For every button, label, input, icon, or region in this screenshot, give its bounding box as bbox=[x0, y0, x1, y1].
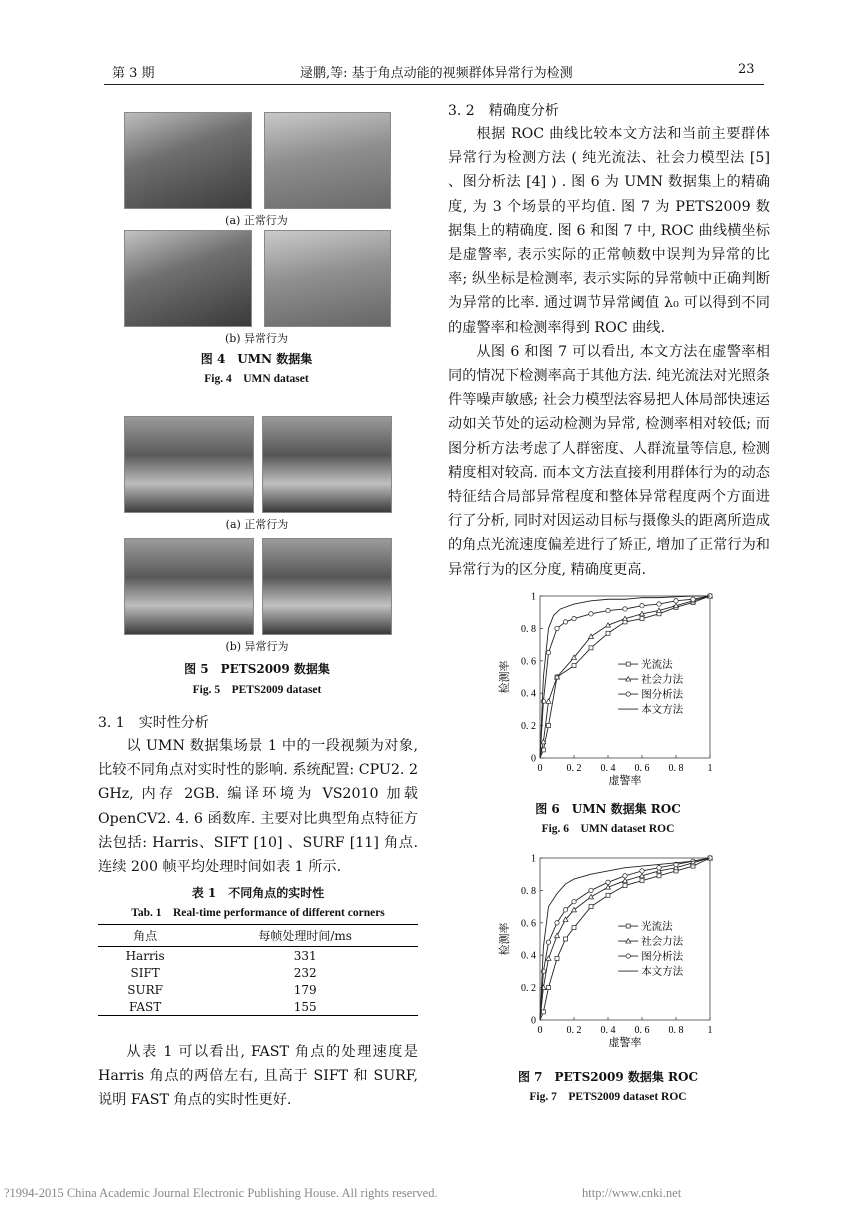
y-tick-label: 0. 2 bbox=[521, 983, 536, 995]
data-point-square bbox=[572, 926, 576, 930]
table-cell: 232 bbox=[293, 965, 317, 980]
fig5-sub-b: (b) 异常行为 bbox=[225, 640, 289, 653]
x-tick-label: 0. 4 bbox=[600, 763, 616, 774]
y-tick-label: 0. 4 bbox=[521, 950, 536, 962]
data-point-circle bbox=[623, 607, 627, 611]
section-3-1-conclusion bbox=[98, 1040, 418, 1113]
x-tick-label: 0. 8 bbox=[668, 763, 684, 774]
table-cell: 331 bbox=[293, 948, 317, 963]
x-tick-label: 0. 2 bbox=[566, 1025, 582, 1036]
legend-label: 本文方法 bbox=[641, 704, 684, 716]
data-point-circle bbox=[623, 874, 627, 878]
data-point-square bbox=[589, 905, 593, 909]
data-point-circle bbox=[606, 608, 610, 612]
table-cell: Harris bbox=[125, 948, 165, 963]
footer-url: http://www.cnki.net bbox=[582, 1186, 682, 1200]
data-point-triangle bbox=[555, 933, 560, 938]
data-point-square bbox=[589, 646, 593, 650]
pets-normal-photo-2 bbox=[262, 416, 392, 513]
header-rule bbox=[104, 84, 764, 85]
table1-caption-cn: 表 1 不同角点的实时性 bbox=[191, 886, 325, 900]
fig7-caption-en: Fig. 7 PETS2009 dataset ROC bbox=[529, 1091, 687, 1103]
y-tick-label: 0. 4 bbox=[521, 688, 536, 700]
fig5-caption-cn: 图 5 PETS2009 数据集 bbox=[184, 662, 330, 676]
data-point-circle bbox=[546, 651, 550, 655]
section-3-1-para-2: 从表 1 可以看出, FAST 角点的处理速度是 Harris 角点的两倍左右, 且高于 SIFT 和 SURF, 说明 FAST 角点的实时性更好. bbox=[98, 1044, 418, 1109]
pets-abnormal-photo-2 bbox=[262, 538, 392, 635]
data-point-triangle bbox=[589, 634, 594, 639]
data-point-circle bbox=[541, 699, 545, 703]
table-row bbox=[98, 947, 418, 965]
data-point-circle bbox=[555, 921, 559, 925]
copyright-notice: ?1994-2015 China Academic Journal Electronic Publishing House. All rights reserved. bbox=[4, 1186, 438, 1200]
data-point-circle bbox=[674, 599, 678, 603]
data-point-square bbox=[640, 617, 644, 621]
data-point-triangle bbox=[589, 894, 594, 899]
section-3-2-body bbox=[448, 122, 770, 582]
fig4-sub-a: (a) 正常行为 bbox=[225, 214, 288, 227]
legend-label: 社会力法 bbox=[641, 674, 684, 686]
data-point-triangle bbox=[546, 699, 551, 704]
data-point-square bbox=[547, 986, 551, 990]
fig6-caption-en: Fig. 6 UMN dataset ROC bbox=[541, 823, 675, 835]
table-cell: SURF bbox=[127, 982, 163, 997]
y-axis-label: 检测率 bbox=[499, 922, 511, 956]
fig7-caption-cn: 图 7 PETS2009 数据集 ROC bbox=[517, 1070, 699, 1084]
fig5-caption-en: Fig. 5 PETS2009 dataset bbox=[192, 684, 322, 696]
data-point-circle bbox=[640, 604, 644, 608]
legend-marker-square bbox=[626, 924, 630, 928]
legend-marker-square bbox=[626, 662, 630, 666]
legend-label: 社会力法 bbox=[641, 936, 684, 948]
x-tick-label: 0. 2 bbox=[566, 763, 582, 774]
data-point-circle bbox=[640, 869, 644, 873]
x-tick-label: 0. 4 bbox=[600, 1025, 616, 1036]
table1-caption-en: Tab. 1 Real-time performance of different corners bbox=[131, 907, 385, 919]
data-point-square bbox=[657, 874, 661, 878]
data-point-square bbox=[623, 884, 627, 888]
data-point-triangle bbox=[546, 956, 551, 961]
data-point-square bbox=[547, 724, 551, 728]
table-cell: FAST bbox=[129, 999, 162, 1014]
pets-normal-photo-1 bbox=[124, 416, 254, 513]
umn-plaza-abnormal-photo bbox=[264, 230, 391, 327]
y-tick-label: 0. 6 bbox=[521, 918, 536, 930]
fig4-caption-cn: 图 4 UMN 数据集 bbox=[200, 352, 313, 366]
data-point-square bbox=[606, 893, 610, 897]
x-tick-label: 1 bbox=[707, 763, 713, 774]
page-number: 23 bbox=[738, 62, 755, 77]
data-point-circle bbox=[589, 888, 593, 892]
umn-field-normal-photo bbox=[124, 112, 252, 209]
y-tick-label: 0. 8 bbox=[521, 623, 536, 635]
data-point-circle bbox=[691, 597, 695, 601]
table1-header-time: 每帧处理时间/ms bbox=[258, 929, 352, 943]
table-cell: SIFT bbox=[130, 965, 160, 980]
fig6-roc-chart bbox=[496, 590, 736, 800]
legend-label: 图分析法 bbox=[641, 689, 684, 701]
data-point-circle bbox=[589, 612, 593, 616]
y-tick-label: 0. 6 bbox=[521, 656, 536, 668]
data-point-square bbox=[555, 956, 559, 960]
fig5-sub-a: (a) 正常行为 bbox=[225, 518, 289, 531]
section-3-1-para-1: 以 UMN 数据集场景 1 中的一段视频为对象, 比较不同角点对实时性的影响. 系统配置: CPU2. 2 GHz, 内存 2GB. 编译环境为 VS2010 加载 OpenCV2. 4. 6 函数库. 主要对比典型角点特征方法包括: Harris、SIFT [10] 、SURF [11] 角点. 连续 200 帧平均处理时间如表 1 所示. bbox=[98, 738, 418, 876]
data-point-circle bbox=[657, 866, 661, 870]
section-3-1-body bbox=[98, 734, 418, 879]
data-point-square bbox=[564, 937, 568, 941]
table-row bbox=[98, 964, 418, 981]
fig7-roc-chart bbox=[496, 852, 736, 1062]
y-tick-label: 0 bbox=[531, 1015, 536, 1027]
fig4-sub-b: (b) 异常行为 bbox=[224, 332, 289, 345]
fig6-caption-cn: 图 6 UMN 数据集 ROC bbox=[535, 802, 681, 816]
legend-label: 光流法 bbox=[641, 659, 673, 671]
data-point-circle bbox=[563, 620, 567, 624]
x-tick-label: 0 bbox=[537, 1025, 543, 1036]
umn-plaza-normal-photo bbox=[264, 112, 391, 209]
x-tick-label: 1 bbox=[707, 1025, 713, 1036]
y-tick-label: 1 bbox=[531, 591, 536, 603]
table-row bbox=[98, 998, 418, 1016]
section-3-2-heading: 3. 2 精确度分析 bbox=[448, 103, 559, 119]
section-3-2-para-2: 从图 6 和图 7 可以看出, 本文方法在虚警率相同的情况下检测率高于其他方法. 纯光流法对光照条件等噪声敏感; 社会力模型法容易把人体局部快速运动如关节处的运动检测为异常, 检测率相对较低; 而图分析方法考虑了人群密度、人群流量等信息, 检测精度相对较高. 而本文方法直接利用群体行为的动态特征结合局部异常程度和整体异常程度两个方面进行了分析, 同时对因运动目标与摄像头的距离所造成的角点光流速度偏差进行了矫正, 增加了正常行为和异常行为的区分度, 精确度更高. bbox=[448, 343, 770, 578]
table-cell: 155 bbox=[293, 999, 317, 1014]
table1-header-corner: 角点 bbox=[133, 929, 158, 943]
x-tick-label: 0. 8 bbox=[668, 1025, 684, 1036]
y-tick-label: 0. 8 bbox=[521, 885, 536, 897]
table-row bbox=[98, 981, 418, 998]
x-axis-label: 虚警率 bbox=[608, 775, 642, 787]
x-tick-label: 0. 6 bbox=[634, 1025, 650, 1036]
umn-field-abnormal-photo bbox=[124, 230, 252, 327]
data-point-circle bbox=[555, 626, 559, 630]
y-tick-label: 0. 2 bbox=[521, 721, 536, 733]
data-point-square bbox=[572, 664, 576, 668]
running-title: 逯鹏,等: 基于角点动能的视频群体异常行为检测 bbox=[300, 66, 573, 81]
x-tick-label: 0 bbox=[537, 763, 543, 774]
data-point-square bbox=[606, 631, 610, 635]
data-point-square bbox=[640, 879, 644, 883]
data-point-square bbox=[541, 1010, 545, 1014]
fig4-caption-en: Fig. 4 UMN dataset bbox=[204, 373, 309, 385]
table-cell: 179 bbox=[293, 982, 317, 997]
x-tick-label: 0. 6 bbox=[634, 763, 650, 774]
table1 bbox=[98, 924, 418, 1016]
journal-issue: 第 3 期 bbox=[112, 66, 155, 81]
legend-label: 光流法 bbox=[641, 921, 673, 933]
data-point-circle bbox=[572, 616, 576, 620]
y-tick-label: 1 bbox=[531, 853, 536, 865]
data-point-circle bbox=[563, 908, 567, 912]
legend-label: 本文方法 bbox=[641, 966, 684, 978]
pets-abnormal-photo-1 bbox=[124, 538, 254, 635]
section-3-1-heading: 3. 1 实时性分析 bbox=[98, 715, 209, 731]
x-axis-label: 虚警率 bbox=[608, 1037, 642, 1049]
legend-marker-circle bbox=[626, 692, 630, 696]
data-point-circle bbox=[572, 900, 576, 904]
data-point-circle bbox=[546, 940, 550, 944]
y-tick-label: 0 bbox=[531, 753, 536, 765]
legend-marker-circle bbox=[626, 954, 630, 958]
data-point-circle bbox=[606, 880, 610, 884]
legend-label: 图分析法 bbox=[641, 951, 684, 963]
y-axis-label: 检测率 bbox=[499, 660, 511, 694]
section-3-2-para-1: 根据 ROC 曲线比较本文方法和当前主要群体异常行为检测方法 ( 纯光流法、社会力模型法 [5] 、图分析法 [4] ) . 图 6 为 UMN 数据集上的精确度, 为 3 个场景的平均值. 图 7 为 PETS2009 数据集上的精确度. 图 6 和图 7 中, ROC 曲线横坐标是虚警率, 表示实际的正常帧数中误判为异常的比率; 纵坐标是检测率, 表示实际的异常帧中正确判断为异常的比率. 通过调节异常阈值 λ₀ 可以得到不同的虚警率和检测率得到 ROC 曲线. bbox=[448, 126, 770, 336]
data-point-circle bbox=[657, 602, 661, 606]
